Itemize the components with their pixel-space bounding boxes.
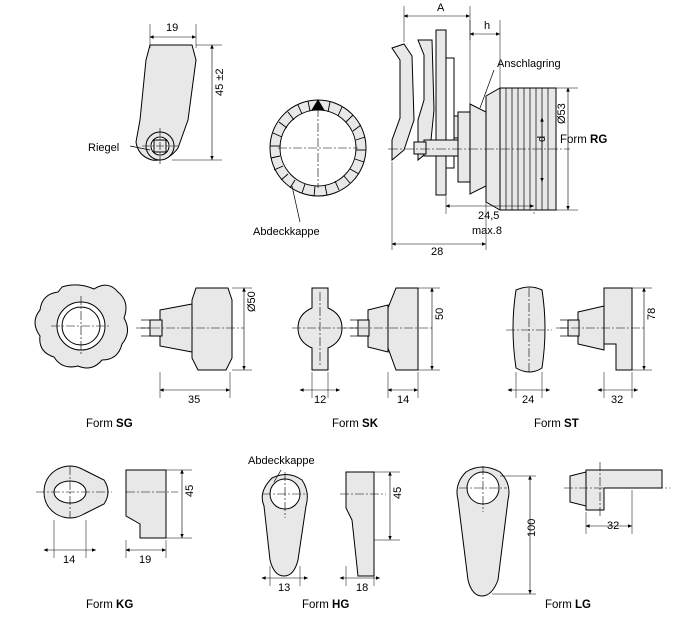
form-prefix: Form bbox=[560, 134, 591, 146]
form-name: KG bbox=[116, 599, 134, 611]
callout-anschlagring: Anschlagring bbox=[497, 58, 561, 70]
fig-form-sk bbox=[292, 288, 440, 398]
form-name: ST bbox=[564, 418, 579, 430]
form-prefix: Form bbox=[302, 599, 333, 611]
form-label-sk bbox=[332, 418, 378, 430]
dim-45pm2: 45 ±2 bbox=[214, 68, 226, 96]
dim-d: d bbox=[536, 135, 548, 142]
dim-78: 78 bbox=[646, 307, 658, 320]
dim-50: 50 bbox=[434, 307, 446, 320]
dim-100: 100 bbox=[526, 518, 538, 537]
form-label-rg bbox=[560, 134, 607, 146]
callout-abdeckkappe-top: Abdeckkappe bbox=[253, 226, 320, 238]
form-label-hg bbox=[302, 599, 349, 611]
dim-d50: Ø50 bbox=[246, 291, 258, 312]
form-name: SG bbox=[116, 418, 133, 430]
form-name: HG bbox=[332, 599, 350, 611]
dim-h: h bbox=[484, 20, 491, 32]
form-prefix: Form bbox=[86, 599, 117, 611]
form-prefix: Form bbox=[332, 418, 363, 430]
dim-19-kg: 19 bbox=[139, 554, 152, 566]
fig-abdeckkappe-top bbox=[270, 100, 366, 222]
dim-18: 18 bbox=[356, 582, 369, 594]
form-name: RG bbox=[590, 134, 608, 146]
dim-32-st: 32 bbox=[611, 394, 624, 406]
fig-form-lg bbox=[457, 462, 670, 596]
callout-abdeckkappe-hg: Abdeckkappe bbox=[248, 455, 315, 467]
fig-form-st bbox=[506, 287, 652, 398]
dim-45-hg: 45 bbox=[392, 486, 404, 499]
form-prefix: Form bbox=[534, 418, 565, 430]
dim-24-5: 24,5 bbox=[478, 210, 500, 222]
dim-24: 24 bbox=[522, 394, 535, 406]
dim-35: 35 bbox=[188, 394, 201, 406]
dim-14-sk: 14 bbox=[397, 394, 410, 406]
form-prefix: Form bbox=[86, 418, 117, 430]
dim-13: 13 bbox=[278, 582, 291, 594]
dim-A: A bbox=[437, 2, 445, 14]
form-label-lg bbox=[545, 599, 591, 611]
fig-form-kg bbox=[36, 466, 192, 558]
dim-max8: max.8 bbox=[472, 225, 502, 237]
dim-14-kg: 14 bbox=[63, 554, 76, 566]
fig-form-sg bbox=[35, 285, 252, 398]
form-label-kg bbox=[86, 599, 133, 611]
dim-12: 12 bbox=[314, 394, 327, 406]
fig-riegel bbox=[130, 24, 222, 164]
form-name: SK bbox=[362, 418, 379, 430]
form-prefix: Form bbox=[545, 599, 576, 611]
callout-riegel: Riegel bbox=[88, 142, 120, 154]
dim-32-lg: 32 bbox=[607, 520, 620, 532]
dim-19-top: 19 bbox=[166, 22, 179, 34]
fig-form-hg bbox=[262, 470, 400, 586]
form-name: LG bbox=[575, 599, 592, 611]
dim-d53: Ø53 bbox=[556, 103, 568, 124]
form-label-st bbox=[534, 418, 579, 430]
dim-28: 28 bbox=[431, 246, 444, 258]
form-label-sg bbox=[86, 418, 133, 430]
dim-45-kg: 45 bbox=[184, 484, 196, 497]
